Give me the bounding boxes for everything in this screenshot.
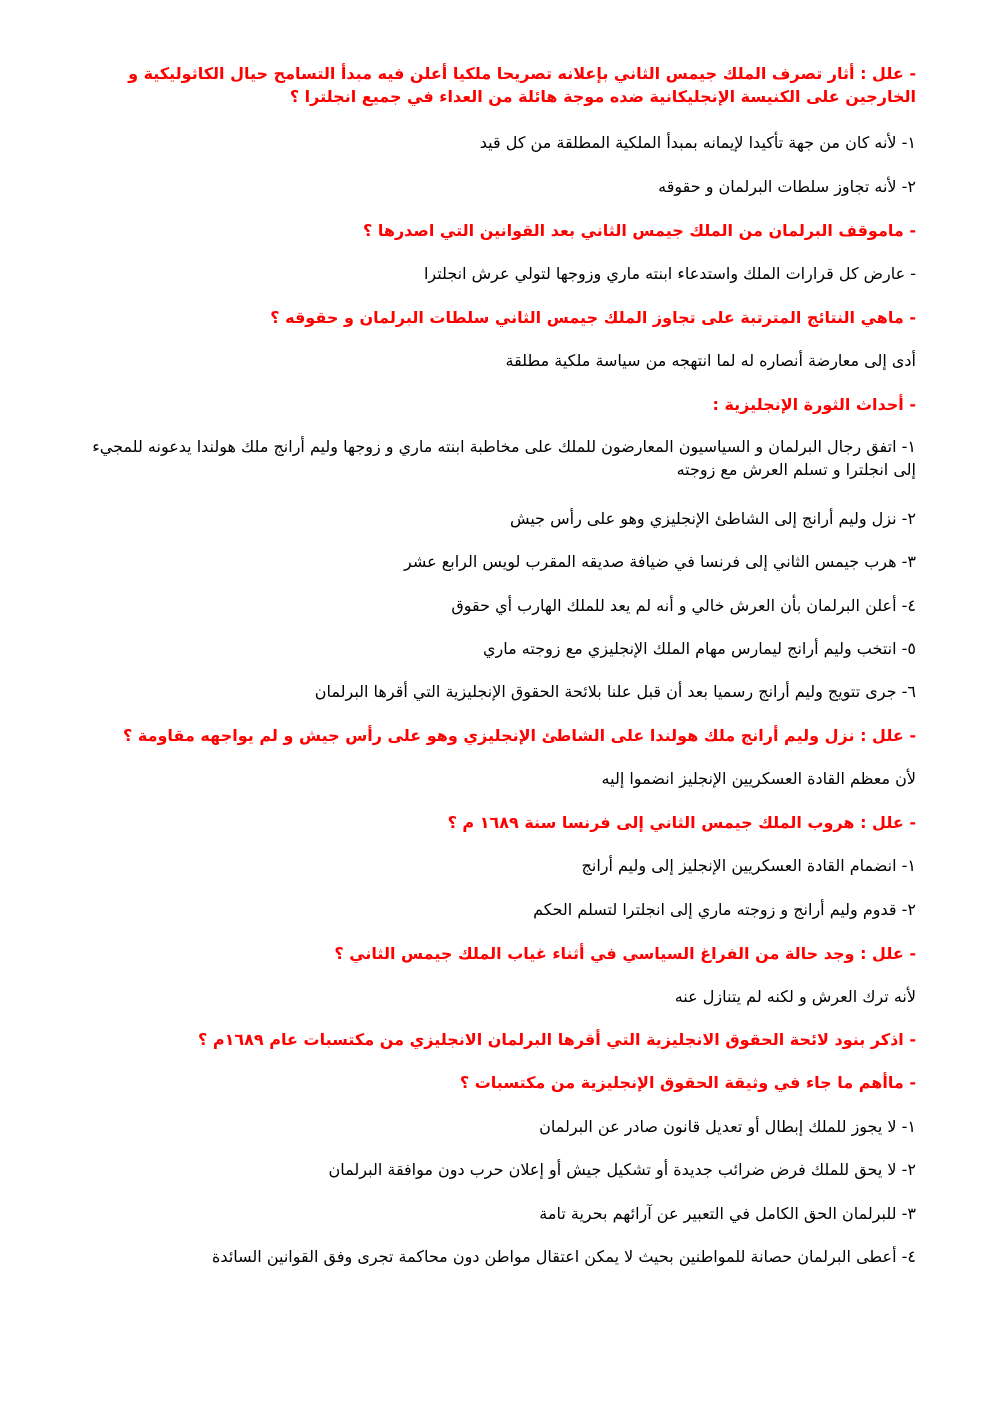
answer-line: ٥- انتخب وليم أرانج ليمارس مهام الملك الإنجليزي مع زوجته ماري [483, 639, 916, 658]
answer-line: لأن معظم القادة العسكريين الإنجليز انضموا إليه [601, 769, 916, 788]
question-line: - علل : هروب الملك جيمس الثاني إلى فرنسا سنة ١٦٨٩ م ؟ [447, 813, 916, 832]
question-line: - ماأهم ما جاء في وثيقة الحقوق الإنجليزية من مكتسبات ؟ [459, 1073, 916, 1092]
answer-line: ٤- أعلن البرلمان بأن العرش خالي و أنه لم يعد للملك الهارب أي حقوق [451, 596, 916, 615]
answer-line: - عارض كل قرارات الملك واستدعاء ابنته ماري وزوجها لتولي عرش انجلترا [423, 264, 916, 283]
section-heading: - أحداث الثورة الإنجليزية : [712, 395, 916, 414]
answer-line: لأنه ترك العرش و لكنه لم يتنازل عنه [674, 987, 916, 1006]
answer-line: ١- اتفق رجال البرلمان و السياسيون المعارضون للملك على مخاطبة ابنته ماري و زوجها وليم أرانج ملك هولندا يدعونه للمجيء إلى انجلترا و تسلم العرش مع زوجته [92, 437, 916, 479]
answer-line: ٢- لأنه تجاوز سلطات البرلمان و حقوقه [658, 177, 916, 196]
answer-line: ١- لا يجوز للملك إبطال أو تعديل قانون صادر عن البرلمان [539, 1117, 916, 1136]
answer-line: ٣- للبرلمان الحق الكامل في التعبير عن آرائهم بحرية تامة [539, 1204, 916, 1223]
answer-line: ٣- هرب جيمس الثاني إلى فرنسا في ضيافة صديقه المقرب لويس الرابع عشر [403, 552, 916, 571]
answer-line: ٤- أعطى البرلمان حصانة للمواطنين بحيث لا يمكن اعتقال مواطن دون محاكمة تجرى وفق القوانين السائدة [212, 1247, 916, 1266]
answer-line: ١- لأنه كان من جهة تأكيدا لإيمانه بمبدأ الملكية المطلقة من كل قيد [479, 133, 916, 152]
answer-line: ١- انضمام القادة العسكريين الإنجليز إلى وليم أرانج [581, 856, 916, 875]
answer-line: ٦- جرى تتويج وليم أرانج رسميا بعد أن قبل علنا بلائحة الحقوق الإنجليزية التي أقرها البرلمان [314, 682, 916, 701]
question-line: - ماموقف البرلمان من الملك جيمس الثاني بعد القوانين التي اصدرها ؟ [363, 221, 916, 240]
question-line: - اذكر بنود لائحة الحقوق الانجليزية التي أقرها البرلمان الانجليزي من مكتسبات عام ١٦٨٩م ؟ [198, 1030, 916, 1049]
question-line: - ماهي النتائج المترتبة على تجاوز الملك جيمس الثاني سلطات البرلمان و حقوقه ؟ [270, 308, 916, 327]
answer-line: ٢- قدوم وليم أرانج و زوجته ماري إلى انجلترا لتسلم الحكم [533, 900, 916, 919]
answer-line: ٢- نزل وليم أرانج إلى الشاطئ الإنجليزي وهو على رأس جيش [509, 509, 916, 528]
answer-line: ٢- لا يحق للملك فرض ضرائب جديدة أو تشكيل جيش أو إعلان حرب دون موافقة البرلمان [328, 1160, 916, 1179]
question-line: - علل : أثار تصرف الملك جيمس الثاني بإعلانه تصريحا ملكيا أعلن فيه مبدأ التسامح حيال الكاثوليكية و الخارجين على الكنيسة الإنجليكانية ضده موجة هائلة من العداء في جميع انجلترا ؟ [128, 64, 916, 106]
question-line: - علل : نزل وليم أرانج ملك هولندا على الشاطئ الإنجليزي وهو على رأس جيش و لم يواجهه مقاومة ؟ [123, 726, 916, 745]
answer-line: أدى إلى معارضة أنصاره له لما انتهجه من سياسة ملكية مطلقة [505, 351, 916, 370]
question-line: - علل : وجد حالة من الفراغ السياسي في أثناء غياب الملك جيمس الثاني ؟ [334, 944, 916, 963]
